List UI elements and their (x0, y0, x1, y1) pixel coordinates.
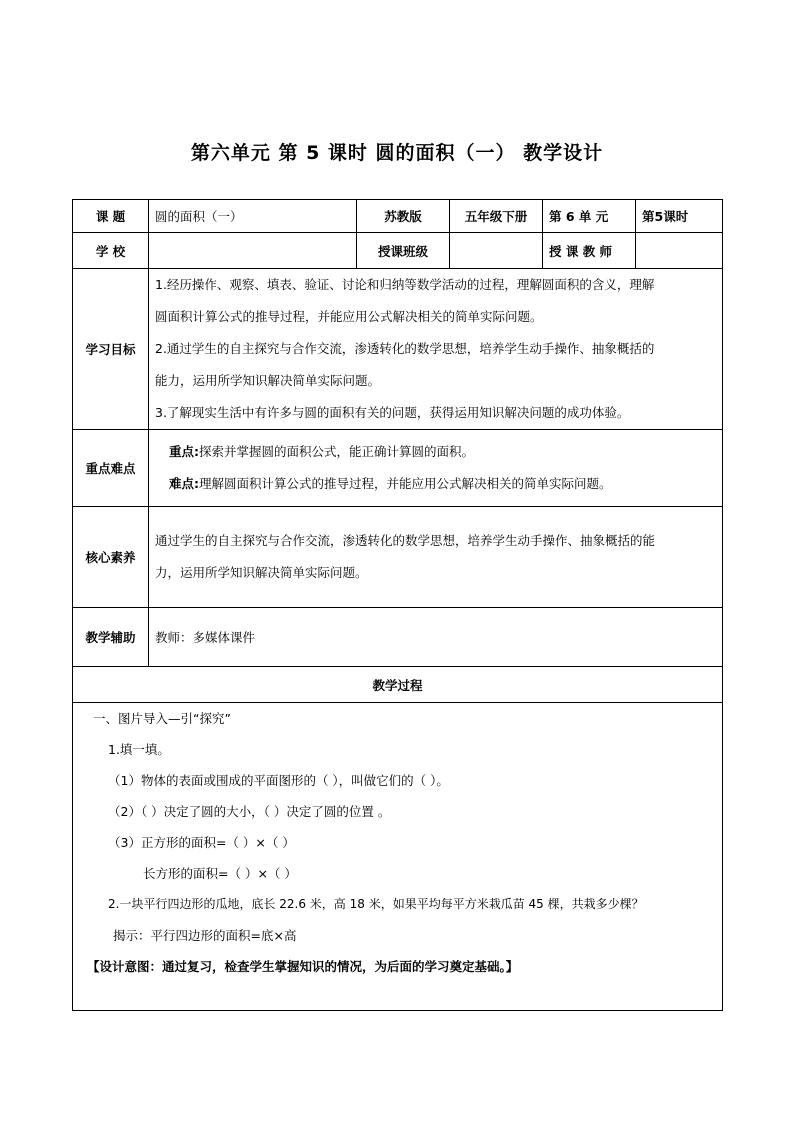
objectives-row (73, 269, 723, 430)
grade: 五年级下册 (450, 200, 543, 233)
difficulty-label: 难点: (169, 476, 199, 491)
school-label: 学 校 (73, 233, 149, 269)
process-line: （1）物体的表面或围成的平面图形的（ ），叫做它们的（ ）。 (108, 773, 449, 788)
aids-content: 教师：多媒体课件 (149, 608, 723, 667)
process-line: 长方形的面积=（ ）×（ ） (143, 866, 297, 881)
lesson: 第5课时 (636, 200, 723, 233)
core-label: 核心素养 (73, 507, 149, 608)
process-line: 2.一块平行四边形的瓜地，底长 22.6 米，高 18 米，如果平均每平方米栽瓜苗 45 棵，共栽多少棵？ (108, 897, 644, 911)
topic-value: 圆的面积（一） (149, 200, 357, 233)
objective-line: 2.通过学生的自主探究与合作交流，渗透转化的数学思想，培养学生动手操作、抽象概括的 (155, 341, 655, 356)
document-title: 第六单元 第 5 课时 圆的面积（一） 教学设计 (190, 142, 604, 164)
class-label: 授课班级 (357, 233, 450, 269)
core-content (149, 507, 723, 608)
design-intent: 【设计意图：通过复习，检查学生掌握知识的情况，为后面的学习奠定基础。】 (87, 959, 519, 974)
objectives-label: 学习目标 (73, 269, 149, 430)
process-line: 一、图片导入—引“探究” (93, 711, 231, 726)
objectives-content (149, 269, 723, 430)
core-line: 通过学生的自主探究与合作交流，渗透转化的数学思想，培养学生动手操作、抽象概括的能 (155, 533, 656, 548)
teacher-label: 授 课 教 师 (543, 233, 636, 269)
process-line: （3）正方形的面积=（ ）×（ ） (108, 835, 295, 850)
focus-line (155, 436, 716, 468)
key-points-label: 重点难点 (73, 430, 149, 507)
info-row-school (73, 233, 723, 269)
lesson-plan-table (72, 199, 723, 1011)
aids-row (73, 608, 723, 667)
key-points-row (73, 430, 723, 507)
process-header: 教学过程 (73, 667, 723, 703)
school-value (149, 233, 357, 269)
objective-line: 能力，运用所学知识解决简单实际问题。 (155, 373, 381, 388)
process-header-row (73, 667, 723, 703)
objective-line: 1.经历操作、观察、填表、验证、讨论和归纳等数学活动的过程，理解圆面积的含义，理解 (155, 277, 655, 292)
focus-label: 重点: (169, 444, 199, 459)
difficulty-line (155, 468, 716, 500)
process-content (73, 703, 723, 1011)
key-points-content (149, 430, 723, 507)
core-line: 力，运用所学知识解决简单实际问题。 (155, 565, 368, 580)
focus-text: 探索并掌握圆的面积公式，能正确计算圆的面积。 (199, 444, 475, 459)
aids-label: 教学辅助 (73, 608, 149, 667)
teacher-value (636, 233, 723, 269)
objective-line: 圆面积计算公式的推导过程，并能应用公式解决相关的简单实际问题。 (155, 309, 543, 324)
info-row-topic (73, 200, 723, 233)
process-line: 揭示：平行四边形的面积=底×高 (113, 928, 297, 943)
process-line: （2）（ ）决定了圆的大小，（ ）决定了圆的位置 。 (108, 804, 391, 819)
publisher: 苏教版 (357, 200, 450, 233)
topic-label: 课 题 (73, 200, 149, 233)
objective-line: 3.了解现实生活中有许多与圆的面积有关的问题，获得运用知识解决问题的成功体验。 (155, 405, 630, 420)
process-row (73, 703, 723, 1011)
unit: 第 6 单 元 (543, 200, 636, 233)
class-value (450, 233, 543, 269)
core-row (73, 507, 723, 608)
process-line: 1.填一填。 (108, 742, 170, 757)
difficulty-text: 理解圆面积计算公式的推导过程，并能应用公式解决相关的简单实际问题。 (199, 476, 612, 491)
